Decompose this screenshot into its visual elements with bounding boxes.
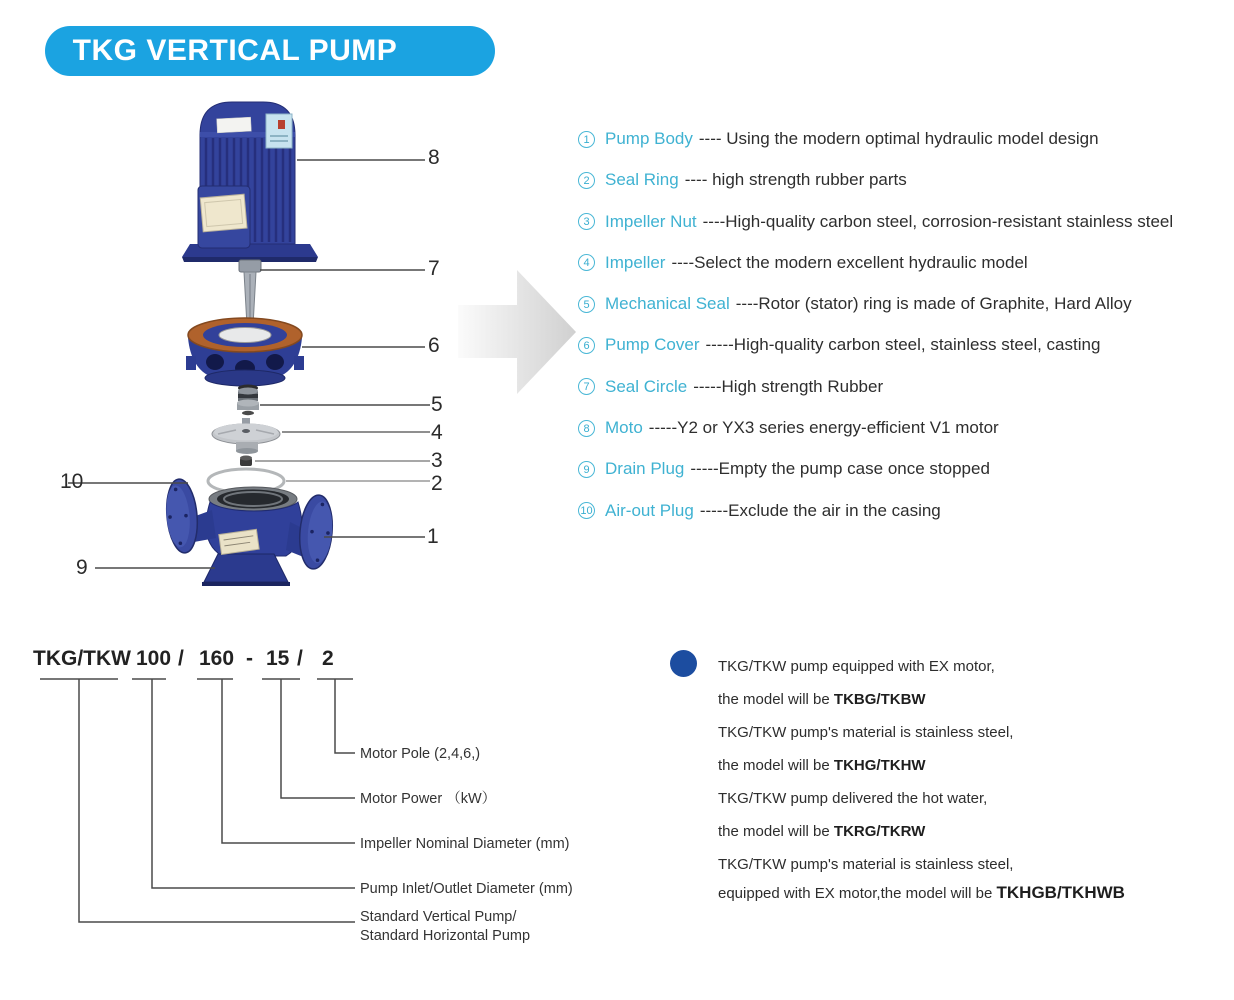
- bullet-icon: [670, 650, 697, 677]
- part-row: [578, 416, 1234, 440]
- model-code-pole: 2: [322, 647, 334, 670]
- model-name: TKRG/TKRW: [833, 823, 926, 840]
- motor-side-label: [266, 114, 292, 148]
- model-name: TKBG/TKBW: [833, 691, 926, 708]
- motor-illustration: [182, 102, 318, 262]
- part-number-badge: 7: [578, 378, 595, 395]
- callout-8: 8: [428, 146, 440, 169]
- part-number-badge: 3: [578, 213, 595, 230]
- part-desc: -----Exclude the air in the casing: [699, 500, 941, 520]
- motor-top-label: [217, 117, 252, 133]
- inlet-flange: [163, 478, 200, 554]
- callout-1: 1: [427, 525, 439, 548]
- label-motor-power: Motor Power （kW）: [360, 791, 497, 807]
- part-row: [578, 333, 1234, 357]
- mechanical-seal-illustration: [237, 385, 259, 416]
- part-number-badge: 8: [578, 420, 595, 437]
- part-desc: -----High strength Rubber: [693, 376, 884, 396]
- part-row: [578, 168, 1234, 192]
- callout-7: 7: [428, 257, 440, 280]
- model-code-dash: -: [246, 647, 253, 670]
- impeller-illustration: [212, 418, 280, 454]
- part-name: Pump Body: [605, 129, 693, 148]
- model-code-inlet: 100: [136, 647, 172, 670]
- part-number-badge: 5: [578, 296, 595, 313]
- part-name: Seal Circle: [605, 376, 688, 396]
- model-code-series: TKG/TKW: [33, 647, 131, 670]
- callout-6: 6: [428, 334, 440, 357]
- part-number-badge: 6: [578, 337, 595, 354]
- part-row: [578, 457, 1234, 481]
- part-name: Moto: [605, 418, 643, 438]
- note: TKG/TKW pump delivered the hot water, the model will be TKRG/TKRW: [718, 790, 988, 840]
- label-motor-pole: Motor Pole (2,4,6,): [360, 746, 481, 762]
- callout-10: 10: [60, 470, 84, 493]
- callout-5: 5: [431, 393, 443, 416]
- pump-cover-illustration: [186, 318, 304, 386]
- pump-base: [204, 554, 288, 582]
- page-title: TKG VERTICAL PUMP: [72, 34, 398, 67]
- part-number-badge: 10: [578, 502, 595, 519]
- part-desc: ---- high strength rubber parts: [684, 170, 907, 190]
- part-number-badge: 1: [578, 131, 595, 148]
- part-name: Air-out Plug: [605, 500, 694, 520]
- pump-body-illustration: [163, 478, 335, 586]
- part-name: Seal Ring: [605, 170, 679, 190]
- model-code-impeller: 160: [199, 647, 235, 670]
- part-name: Pump Cover: [605, 335, 700, 355]
- part-desc: ---- Using the modern optimal hydraulic model design: [698, 129, 1099, 148]
- part-row: [578, 292, 1234, 316]
- part-row: [578, 210, 1234, 234]
- part-name: Impeller: [605, 252, 666, 272]
- part-name: Impeller Nut: [605, 211, 697, 231]
- impeller-nut-illustration: [240, 456, 252, 467]
- part-row: [578, 375, 1234, 399]
- part-number-badge: 2: [578, 172, 595, 189]
- part-desc: ----Select the modern excellent hydraulic model: [671, 252, 1028, 272]
- model-name: TKHG/TKHW: [833, 757, 926, 774]
- outlet-flange: [297, 494, 335, 571]
- note: TKG/TKW pump's material is stainless steel, equipped with EX motor,the model will be TKHGB/TKHWB: [718, 856, 1125, 902]
- part-row: [578, 499, 1234, 523]
- note: TKG/TKW pump equipped with EX motor, the model will be TKBG/TKBW: [718, 658, 995, 708]
- model-code-slash-2: /: [297, 647, 303, 670]
- part-desc: -----Y2 or YX3 series energy-efficient V1 motor: [648, 418, 999, 438]
- callout-2: 2: [431, 472, 443, 495]
- part-desc: ----Rotor (stator) ring is made of Graphite, Hard Alloy: [735, 294, 1132, 314]
- model-variant-notes: [718, 657, 1198, 912]
- right-arrow: [458, 270, 576, 394]
- label-standard-pump: Standard Vertical Pump/ Standard Horizontal Pump: [360, 909, 531, 944]
- part-desc: -----Empty the pump case once stopped: [690, 459, 990, 479]
- callout-9: 9: [76, 556, 88, 579]
- part-number-badge: 4: [578, 254, 595, 271]
- label-inlet-outlet: Pump Inlet/Outlet Diameter (mm): [360, 881, 573, 897]
- model-code-power: 15: [266, 647, 290, 670]
- part-desc: -----High-quality carbon steel, stainless steel, casting: [705, 335, 1101, 355]
- note: TKG/TKW pump's material is stainless steel, the model will be TKHG/TKHW: [718, 724, 1014, 774]
- callout-3: 3: [431, 449, 443, 472]
- callout-4: 4: [431, 421, 443, 444]
- parts-list: [578, 127, 1234, 540]
- part-name: Drain Plug: [605, 459, 685, 479]
- part-number-badge: 9: [578, 461, 595, 478]
- motor-nameplate: [200, 194, 247, 232]
- part-row: [578, 127, 1234, 151]
- label-impeller-diameter: Impeller Nominal Diameter (mm): [360, 836, 570, 852]
- model-code-slash-1: /: [178, 647, 184, 670]
- part-row: [578, 251, 1234, 275]
- part-desc: ----High-quality carbon steel, corrosion-resistant stainless steel: [702, 211, 1174, 231]
- pump-exploded-diagram: [40, 90, 585, 605]
- title-banner: [45, 26, 495, 76]
- model-name: TKHGB/TKHWB: [996, 883, 1125, 902]
- part-name: Mechanical Seal: [605, 294, 730, 314]
